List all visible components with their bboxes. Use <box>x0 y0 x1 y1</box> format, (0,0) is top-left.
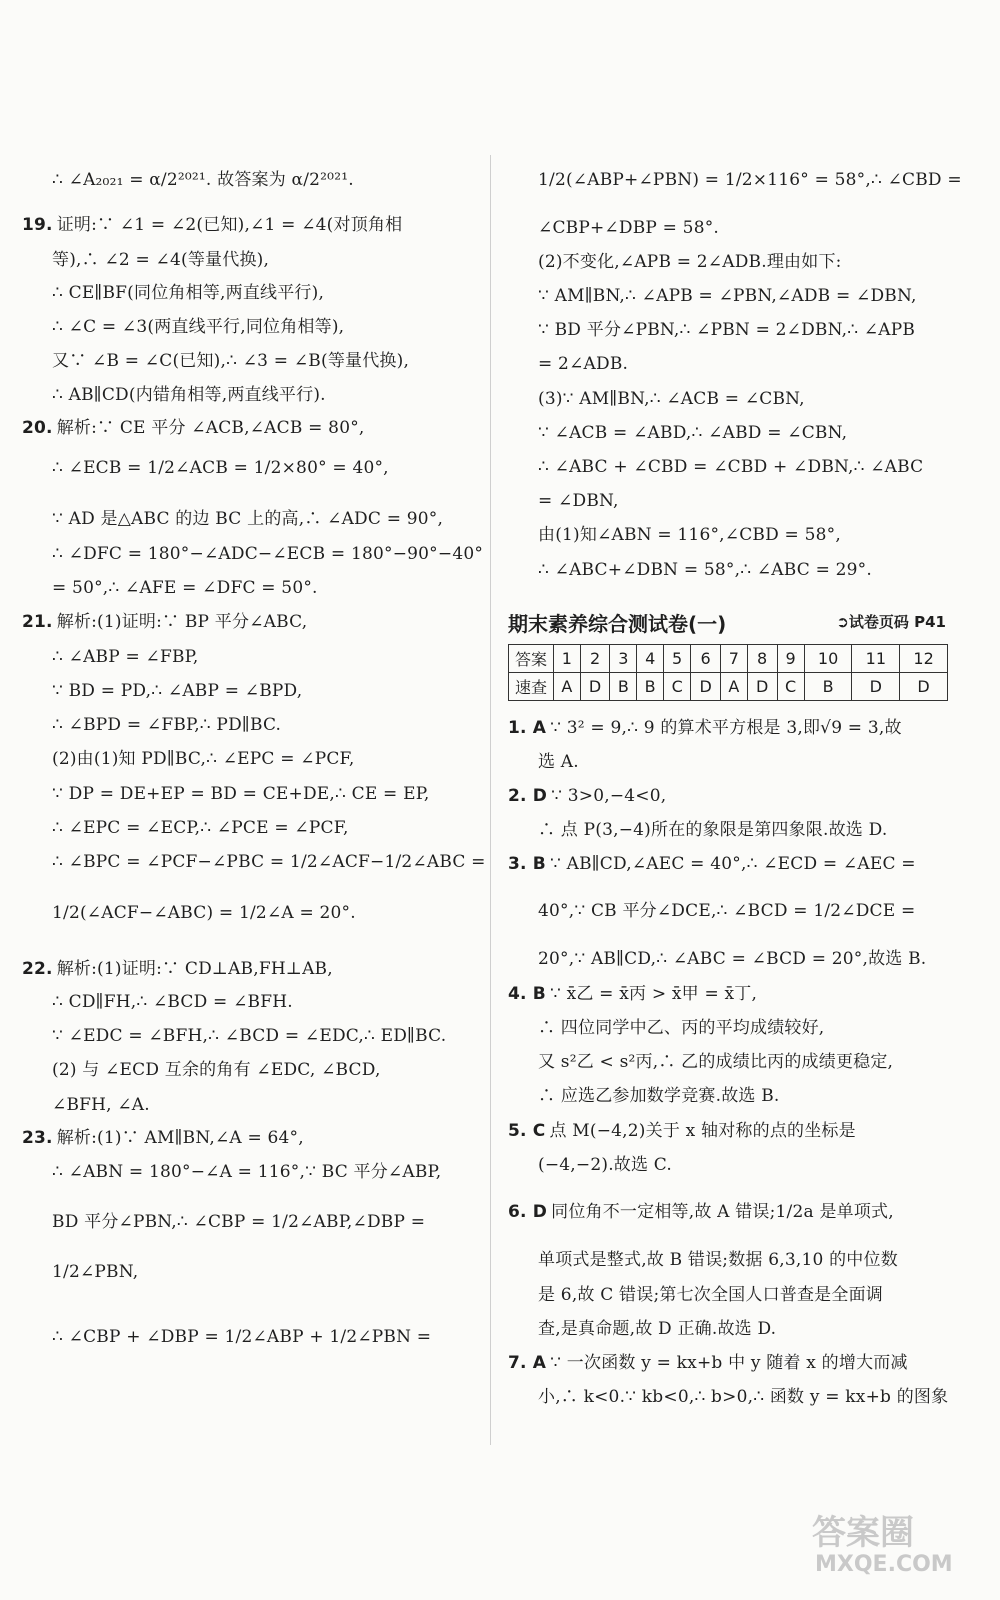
table-cell: 3 <box>610 645 637 673</box>
text-line <box>508 1351 946 1375</box>
line-text: ∴ 点 P(3,−4)所在的象限是第四象限.故选 D. <box>538 820 888 840</box>
line-text: = 2∠ADB. <box>538 354 629 374</box>
column-divider <box>490 155 491 1445</box>
line-text: ∵ ∠ACB = ∠ABD,∴ ∠ABD = ∠CBN, <box>538 423 848 443</box>
text-line <box>22 747 477 771</box>
question-number: 20. <box>22 418 53 438</box>
line-text: 20°,∵ AB∥CD,∴ ∠ABC = ∠BCD = 20°,故选 B. <box>538 949 927 969</box>
text-line <box>508 489 946 513</box>
watermark-url: MXQE.COM <box>815 1552 953 1577</box>
line-text: ∴ ∠EPC = ∠ECP,∴ ∠PCE = ∠PCF, <box>52 818 349 838</box>
line-text: 是 6,故 C 错误;第七次全国人口普查是全面调 <box>538 1285 883 1305</box>
text-line <box>508 318 946 342</box>
table-cell: 1 <box>554 645 581 673</box>
text-line <box>508 750 946 774</box>
table-cell: 5 <box>664 645 691 673</box>
text-line <box>508 523 946 547</box>
table-cell: 8 <box>747 645 777 673</box>
line-text: (2) 与 ∠ECD 互余的角有 ∠EDC, ∠BCD, <box>52 1060 381 1080</box>
line-text: (2)不变化,∠APB = 2∠ADB.理由如下: <box>538 252 842 272</box>
line-text: ∴ ∠ABN = 180°−∠A = 116°,∵ BC 平分∠ABP, <box>52 1162 442 1182</box>
line-text: 同位角不一定相等,故 A 错误;1/2a 是单项式, <box>551 1202 894 1222</box>
text-line <box>508 784 946 808</box>
question-number: 22. <box>22 959 53 979</box>
line-text: ∠CBP+∠DBP = 58°. <box>538 218 720 238</box>
text-line <box>508 1050 946 1074</box>
text-line <box>22 507 477 531</box>
line-text: ∴ CD∥FH,∴ ∠BCD = ∠BFH. <box>52 992 293 1012</box>
line-text: ∵ AB∥CD,∠AEC = 40°,∴ ∠ECD = ∠AEC = <box>549 854 916 874</box>
table-cell: 2 <box>580 645 610 673</box>
text-line <box>508 1119 946 1143</box>
table-row <box>509 645 948 673</box>
line-text: = ∠DBN, <box>538 491 619 511</box>
text-line <box>508 216 946 240</box>
table-cell: 11 <box>852 645 900 673</box>
text-line <box>22 1093 477 1117</box>
table-cell: D <box>747 673 777 701</box>
text-line <box>22 213 477 237</box>
text-line <box>508 284 946 308</box>
text-line <box>22 901 477 925</box>
line-text: ∴ ∠ABC + ∠CBD = ∠CBD + ∠DBN,∴ ∠ABC <box>538 457 924 477</box>
table-cell: D <box>852 673 900 701</box>
text-line <box>22 1126 477 1150</box>
table-cell: B <box>804 673 852 701</box>
line-text: ∵ AD 是△ABC 的边 BC 上的高,∴ ∠ADC = 90°, <box>52 509 444 529</box>
question-number: 7. A <box>508 1353 547 1373</box>
text-line <box>508 387 946 411</box>
text-line <box>22 645 477 669</box>
text-line <box>508 250 946 274</box>
text-line <box>22 1260 477 1284</box>
line-text: ∴ ∠ECB = 1/2∠ACB = 1/2×80° = 40°, <box>52 458 389 478</box>
line-text: 单项式是整式,故 B 错误;数据 6,3,10 的中位数 <box>538 1250 898 1270</box>
line-text: 查,是真命题,故 D 正确.故选 D. <box>538 1319 777 1339</box>
section-title: 期末素养综合测试卷(一) <box>508 612 727 636</box>
text-line <box>508 558 946 582</box>
text-line <box>22 1325 477 1349</box>
text-line <box>508 1200 946 1224</box>
line-text: 又 s²乙 < s²丙,∴ 乙的成绩比丙的成绩更稳定, <box>538 1052 894 1072</box>
row-header: 答案 <box>509 645 554 673</box>
table-cell: A <box>721 673 748 701</box>
line-text: ∴ ∠ABC+∠DBN = 58°,∴ ∠ABC = 29°. <box>538 560 872 580</box>
line-text: 等),∴ ∠2 = ∠4(等量代换), <box>52 250 270 270</box>
text-line <box>22 1058 477 1082</box>
line-text: ∵ 3>0,−4<0, <box>551 786 667 806</box>
text-line <box>508 852 946 876</box>
text-line <box>508 818 946 842</box>
text-line <box>22 990 477 1014</box>
line-text: ∴ ∠C = ∠3(两直线平行,同位角相等), <box>52 317 345 337</box>
line-text: 解析:(1)证明:∵ CD⊥AB,FH⊥AB, <box>56 959 333 979</box>
text-line <box>22 349 477 373</box>
line-text: ∴ ∠DFC = 180°−∠ADC−∠ECB = 180°−90°−40° <box>52 544 484 564</box>
line-text: 1/2(∠ABP+∠PBN) = 1/2×116° = 58°,∴ ∠CBD = <box>538 170 962 190</box>
table-cell: C <box>777 673 804 701</box>
text-line <box>508 1153 946 1177</box>
line-text: 小,∴ k<0.∵ kb<0,∴ b>0,∴ 函数 y = kx+b 的图象 <box>538 1387 949 1407</box>
line-text: ∴ 应选乙参加数学竞赛.故选 B. <box>538 1086 780 1106</box>
table-cell: 12 <box>900 645 948 673</box>
table-cell: A <box>554 673 581 701</box>
text-line <box>22 248 477 272</box>
text-line <box>508 716 946 740</box>
line-text: ∴ ∠A₂₀₂₁ = α/2²⁰²¹. 故答案为 α/2²⁰²¹. <box>52 170 354 190</box>
line-text: 由(1)知∠ABN = 116°,∠CBD = 58°, <box>538 525 841 545</box>
text-line <box>508 168 962 192</box>
question-number: 1. A <box>508 718 547 738</box>
line-text: 解析:∵ CE 平分 ∠ACB,∠ACB = 80°, <box>56 418 365 438</box>
line-text: ∠BFH, ∠A. <box>52 1095 150 1115</box>
text-line <box>508 1283 946 1307</box>
table-cell: D <box>691 673 721 701</box>
table-cell: D <box>900 673 948 701</box>
text-line <box>22 713 477 737</box>
table-row <box>509 673 948 701</box>
line-text: ∵ DP = DE+EP = BD = CE+DE,∴ CE = EP, <box>52 784 430 804</box>
line-text: (3)∵ AM∥BN,∴ ∠ACB = ∠CBN, <box>538 389 805 409</box>
line-text: ∵ BD 平分∠PBN,∴ ∠PBN = 2∠DBN,∴ ∠APB <box>538 320 916 340</box>
line-text: 又∵ ∠B = ∠C(已知),∴ ∠3 = ∠B(等量代换), <box>52 351 410 371</box>
text-line <box>508 1084 946 1108</box>
table-cell: 9 <box>777 645 804 673</box>
line-text: ∵ 3² = 9,∴ 9 的算术平方根是 3,即√9 = 3,故 <box>550 718 902 738</box>
text-line <box>22 456 477 480</box>
line-text: ∴ ∠CBP + ∠DBP = 1/2∠ABP + 1/2∠PBN = <box>52 1327 432 1347</box>
text-line <box>22 383 477 407</box>
text-line <box>508 455 946 479</box>
line-text: ∵ x̄乙 = x̄丙 > x̄甲 = x̄丁, <box>549 984 758 1004</box>
watermark-logo: 答案圈 <box>812 1513 914 1553</box>
text-line <box>22 816 477 840</box>
text-line <box>22 315 477 339</box>
line-text: 解析:(1)证明:∵ BP 平分∠ABC, <box>56 612 308 632</box>
text-line <box>22 542 484 566</box>
line-text: 40°,∵ CB 平分∠DCE,∴ ∠BCD = 1/2∠DCE = <box>538 901 916 921</box>
line-text: ∵ 一次函数 y = kx+b 中 y 随着 x 的增大而减 <box>550 1353 908 1373</box>
text-line <box>508 352 946 376</box>
text-line <box>22 576 477 600</box>
text-line <box>22 1210 477 1234</box>
question-number: 3. B <box>508 854 546 874</box>
text-line <box>508 1016 946 1040</box>
table-cell: 4 <box>637 645 664 673</box>
text-line <box>508 1317 946 1341</box>
line-text: ∴ CE∥BF(同位角相等,两直线平行), <box>52 283 325 303</box>
question-number: 4. B <box>508 984 546 1004</box>
text-line <box>508 1385 949 1409</box>
question-number: 19. <box>22 215 53 235</box>
table-cell: C <box>664 673 691 701</box>
line-text: 解析:(1)∵ AM∥BN,∠A = 64°, <box>56 1128 304 1148</box>
line-text: 证明:∵ ∠1 = ∠2(已知),∠1 = ∠4(对顶角相 <box>56 215 403 235</box>
text-line <box>22 416 477 440</box>
text-line <box>508 899 946 923</box>
line-text: BD 平分∠PBN,∴ ∠CBP = 1/2∠ABP,∠DBP = <box>52 1212 426 1232</box>
page-reference: ➲试卷页码 P41 <box>836 613 946 631</box>
text-line <box>22 1160 477 1184</box>
line-text: 选 A. <box>538 752 579 772</box>
table-cell: 7 <box>721 645 748 673</box>
text-line <box>22 850 486 874</box>
text-line <box>22 168 477 192</box>
question-number: 6. D <box>508 1202 548 1222</box>
text-line <box>508 982 946 1006</box>
table-cell: B <box>637 673 664 701</box>
answer-table <box>508 644 948 701</box>
question-number: 23. <box>22 1128 53 1148</box>
question-number: 5. C <box>508 1121 546 1141</box>
line-text: (2)由(1)知 PD∥BC,∴ ∠EPC = ∠PCF, <box>52 749 355 769</box>
text-line <box>22 957 477 981</box>
text-line <box>508 947 946 971</box>
line-text: ∴ 四位同学中乙、丙的平均成绩较好, <box>538 1018 825 1038</box>
table-cell: 10 <box>804 645 852 673</box>
line-text: ∴ AB∥CD(内错角相等,两直线平行). <box>52 385 326 405</box>
line-text: ∴ ∠ABP = ∠FBP, <box>52 647 199 667</box>
text-line <box>22 1024 477 1048</box>
text-line <box>508 1248 946 1272</box>
line-text: 1/2(∠ACF−∠ABC) = 1/2∠A = 20°. <box>52 903 356 923</box>
line-text: 1/2∠PBN, <box>52 1262 139 1282</box>
question-number: 2. D <box>508 786 548 806</box>
text-line <box>22 610 477 634</box>
table-cell: 6 <box>691 645 721 673</box>
line-text: (−4,−2).故选 C. <box>538 1155 673 1175</box>
text-line <box>22 679 477 703</box>
line-text: ∴ ∠BPC = ∠PCF−∠PBC = 1/2∠ACF−1/2∠ABC = <box>52 852 486 872</box>
line-text: ∵ BD = PD,∴ ∠ABP = ∠BPD, <box>52 681 303 701</box>
text-line <box>22 281 477 305</box>
text-line <box>508 421 946 445</box>
line-text: = 50°,∴ ∠AFE = ∠DFC = 50°. <box>52 578 318 598</box>
table-cell: B <box>610 673 637 701</box>
table-cell: D <box>580 673 610 701</box>
text-line <box>22 782 477 806</box>
question-number: 21. <box>22 612 53 632</box>
row-header: 速查 <box>509 673 554 701</box>
line-text: ∵ AM∥BN,∴ ∠APB = ∠PBN,∠ADB = ∠DBN, <box>538 286 917 306</box>
line-text: ∴ ∠BPD = ∠FBP,∴ PD∥BC. <box>52 715 282 735</box>
line-text: ∵ ∠EDC = ∠BFH,∴ ∠BCD = ∠EDC,∴ ED∥BC. <box>52 1026 447 1046</box>
line-text: 点 M(−4,2)关于 x 轴对称的点的坐标是 <box>549 1121 856 1141</box>
